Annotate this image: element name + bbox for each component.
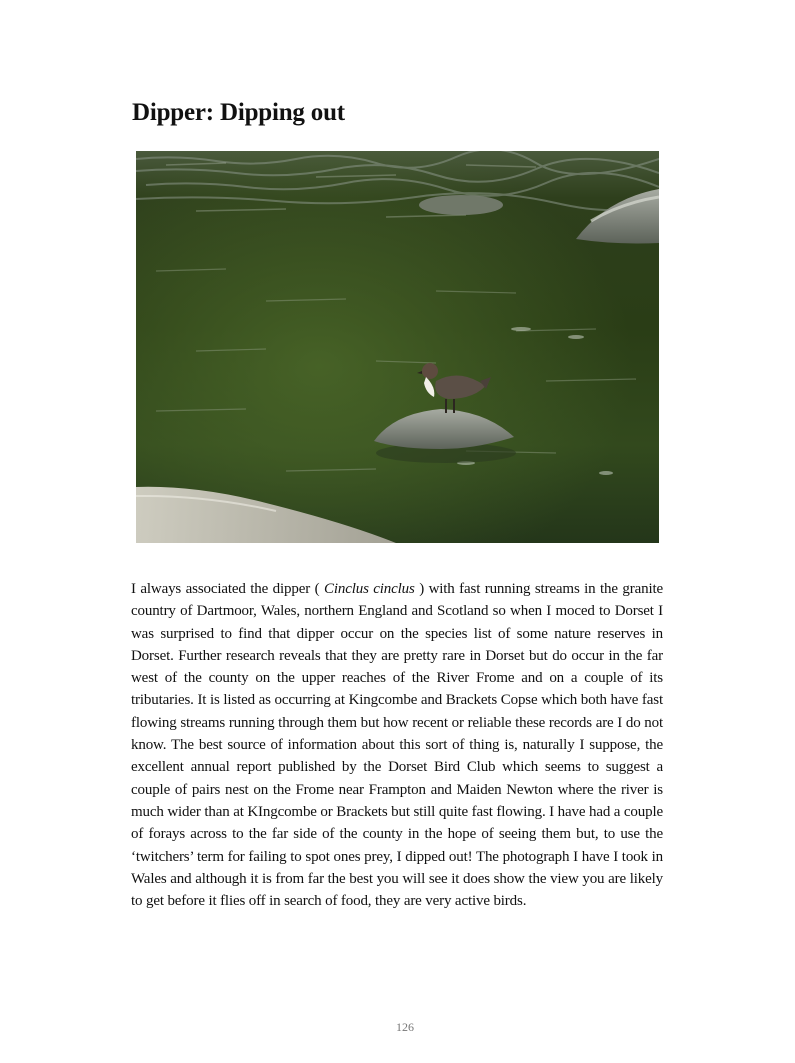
page-title: Dipper: Dipping out: [132, 99, 345, 126]
page-number: 126: [396, 1020, 414, 1034]
dipper-photo: [136, 151, 659, 543]
article-text-intro: I always associated the dipper (: [131, 581, 324, 597]
latin-species-name: Cinclus cinclus: [323, 581, 415, 597]
article-paragraph: [131, 578, 663, 912]
distant-rock: [419, 195, 503, 215]
article-text-body: ) with fast running streams in the granite country of Dartmoor, Wales, northern England and Scotland so when I moced to Dorset I was surprised to find that dipper occur on the species list of some nature reserves in Dorset. Further research reveals that they are pretty rare in Dorset but do occur in the far west of the county on the upper reaches of the River Frome and on a couple of its tributaries. It is listed as occurring at Kingcombe and Brackets Copse which both have fast flowing streams running through them but how recent or reliable these records are I do not know. The best source of information about this sort of thing is, naturally I suppose, the excellent annual report published by the Dorset Bird Club which seems to suggest a couple of pairs nest on the Frome near Frampton and Maiden Newton where the river is much wider than at KIngcombe or Brackets but still quite fast flowing. I have had a couple of forays across to the far side of the county in the hope of seeing them but, to use the ‘twitchers’ term for failing to spot ones prey, I dipped out! The photograph I have I took in Wales and although it is from far the best you will see it does show the view you are likely to get before it flies off in search of food, they are very active birds.: [131, 581, 664, 910]
